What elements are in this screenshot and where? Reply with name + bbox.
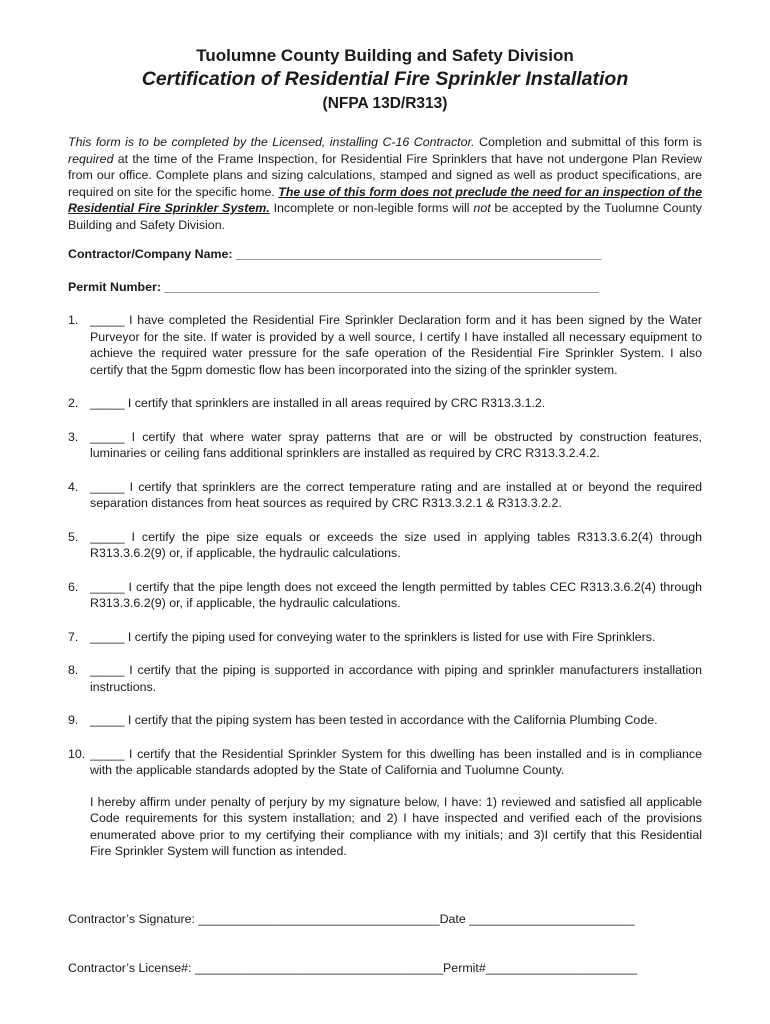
signature-block — [68, 878, 702, 1010]
list-item[interactable] — [68, 395, 702, 412]
license-permit-line[interactable]: Contractor’s License#: ____________________________________Permit#______________________ — [68, 961, 638, 975]
list-item[interactable] — [68, 579, 702, 612]
intro-paragraph — [68, 134, 702, 233]
form-header — [68, 46, 702, 114]
list-item[interactable] — [68, 662, 702, 695]
item-text: _____ I certify the pipe size equals or exceeds the size used in applying tables R313.3.6.2(4) through R313.3.6.2(9) or, if applicable, the hydraulic calculations. — [90, 529, 702, 560]
item-number: 9. — [68, 713, 79, 727]
standard-reference: (NFPA 13D/R313) — [322, 95, 448, 112]
list-item[interactable] — [68, 429, 702, 462]
item-text: _____ I certify that the piping system has been tested in accordance with the California Plumbing Code. — [90, 713, 658, 727]
intro-italic-required: required — [68, 151, 114, 166]
item-number: 8. — [68, 663, 79, 677]
organization-title: Tuolumne County Building and Safety Division — [196, 46, 574, 65]
item-number: 2. — [68, 396, 79, 410]
intro-text-1: Completion and submittal of this form is — [474, 135, 702, 149]
list-item[interactable] — [68, 529, 702, 562]
certification-list — [68, 312, 702, 779]
item-text: _____ I certify that the Residential Sprinkler System for this dwelling has been installed and is in compliance with the applicable standards adopted by the State of California and Tuolumne County. — [90, 746, 702, 777]
permit-number-field[interactable]: Permit Number: _______________________________________________________________ — [68, 280, 599, 294]
item-text: _____ I certify that the piping is supported in accordance with piping and sprinkler manufacturers installation instructions. — [90, 663, 702, 694]
intro-text-3: Incomplete or non-legible forms will — [269, 201, 474, 215]
item-number: 6. — [68, 579, 79, 594]
item-number: 1. — [68, 313, 79, 327]
list-item[interactable] — [68, 312, 702, 378]
item-number: 10. — [68, 746, 86, 761]
item-number: 4. — [68, 479, 79, 494]
item-text: _____ I certify that sprinklers are the correct temperature rating and are installed at or beyond the required separation distances from heat sources as required by CRC R313.3.2.1 & R313.3.2.2. — [90, 479, 702, 510]
list-item[interactable] — [68, 712, 702, 729]
item-number: 3. — [68, 429, 79, 444]
affirmation-paragraph: I hereby affirm under penalty of perjury by my signature below, I have: 1) reviewed and satisfied all applicable Code requirements for this system installation; and 2) I have inspected and verified each of the provisions enumerated above prior to my certifying their compliance with my initials; and 3)I certify that this Residential Fire Sprinkler System will function as intended. — [90, 794, 702, 858]
item-number: 7. — [68, 629, 79, 644]
company-name-field[interactable]: Contractor/Company Name: _____________________________________________________ — [68, 247, 602, 261]
form-title: Certification of Residential Fire Sprinkler Installation — [141, 68, 629, 90]
list-item[interactable] — [68, 479, 702, 512]
item-text: _____ I have completed the Residential Fire Sprinkler Declaration form and it has been signed by the Water Purveyor for the site. If water is provided by a well source, I certify I have installed all necessary equipment to achieve the required water pressure for the safe operation of the Residential Fire Sprinkler System. I also certify that the 5gpm domestic flow has been incorporated into the sizing of the sprinkler system. — [90, 313, 702, 377]
form-page — [68, 46, 702, 1010]
intro-emphasis: The use of this form does not preclude the need for an inspection of the Residential Fire Sprinkler System. — [68, 184, 702, 215]
intro-text-4: be accepted by the Tuolumne County Building and Safety Division. — [68, 201, 702, 232]
intro-italic-not: not — [473, 201, 491, 215]
list-item[interactable] — [68, 746, 702, 779]
item-number: 5. — [68, 529, 79, 544]
signature-date-line[interactable]: Contractor’s Signature: ___________________________________Date ________________________ — [68, 911, 635, 926]
item-text: _____ I certify that sprinklers are installed in all areas required by CRC R313.3.1.2. — [90, 396, 546, 410]
list-item[interactable] — [68, 629, 702, 646]
intro-text-2: at the time of the Frame Inspection, for Residential Fire Sprinklers that have not undergone Plan Review from our office. Complete plans and sizing calculations, stamped and signed as well as product specifications, are required on site for the specific home. — [68, 151, 702, 199]
item-text: _____ I certify that the pipe length does not exceed the length permitted by tables CEC R313.3.6.2(4) through R313.3.6.2(9) or, if applicable, the hydraulic calculations. — [90, 579, 702, 610]
item-text: _____ I certify the piping used for conveying water to the sprinklers is listed for use with Fire Sprinklers. — [90, 629, 656, 644]
item-text: _____ I certify that where water spray patterns that are or will be obstructed by construction features, luminaries or ceiling fans additional sprinklers are installed as required by CRC R313.3.2.4.2. — [90, 429, 702, 460]
intro-italic-lead: This form is to be completed by the Licensed, installing C-16 Contractor. — [68, 135, 475, 149]
